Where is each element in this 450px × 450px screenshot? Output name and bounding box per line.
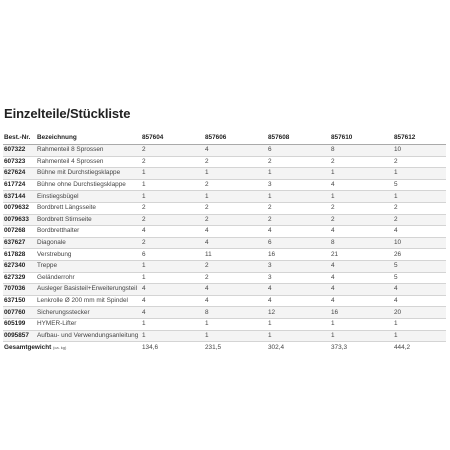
part-name-cell: Diagonale	[36, 237, 141, 249]
quantity-cell: 4	[267, 295, 330, 307]
quantity-cell: 11	[204, 249, 267, 261]
quantity-cell: 2	[141, 237, 204, 249]
quantity-cell: 2	[141, 202, 204, 214]
quantity-cell: 2	[141, 145, 204, 157]
total-weight-label-cell	[3, 342, 141, 355]
quantity-cell: 12	[267, 307, 330, 319]
table-row	[3, 191, 446, 203]
quantity-cell: 1	[141, 179, 204, 191]
total-weight-cell: 302,4	[267, 342, 330, 355]
part-number-cell: 0079632	[3, 202, 36, 214]
quantity-cell: 4	[204, 237, 267, 249]
quantity-cell: 1	[141, 318, 204, 330]
total-weight-cell: 373,3	[330, 342, 393, 355]
table-row	[3, 179, 446, 191]
part-number-cell: 0079633	[3, 214, 36, 226]
part-number-cell: 605199	[3, 318, 36, 330]
page-title: Einzelteile/Stückliste	[4, 106, 131, 121]
quantity-cell: 3	[267, 179, 330, 191]
quantity-cell: 8	[330, 145, 393, 157]
column-header: 857610	[330, 131, 393, 145]
table-row	[3, 307, 446, 319]
table-row	[3, 318, 446, 330]
total-weight-cell: 231,5	[204, 342, 267, 355]
quantity-cell: 1	[330, 330, 393, 342]
total-weight-cell: 444,2	[393, 342, 446, 355]
quantity-cell: 1	[330, 168, 393, 180]
part-name-cell: Verstrebung	[36, 249, 141, 261]
part-number-cell: 617724	[3, 179, 36, 191]
table-row	[3, 249, 446, 261]
column-header: 857612	[393, 131, 446, 145]
quantity-cell: 1	[141, 260, 204, 272]
part-number-cell: 617828	[3, 249, 36, 261]
quantity-cell: 4	[141, 226, 204, 238]
part-name-cell: Treppe	[36, 260, 141, 272]
quantity-cell: 1	[267, 191, 330, 203]
table-row	[3, 284, 446, 296]
part-number-cell: 637627	[3, 237, 36, 249]
part-number-cell: 607323	[3, 156, 36, 168]
quantity-cell: 20	[393, 307, 446, 319]
quantity-cell: 2	[267, 156, 330, 168]
part-number-cell: 627624	[3, 168, 36, 180]
quantity-cell: 8	[204, 307, 267, 319]
table-row	[3, 168, 446, 180]
quantity-cell: 6	[141, 249, 204, 261]
quantity-cell: 4	[393, 226, 446, 238]
quantity-cell: 2	[330, 156, 393, 168]
part-number-cell: 0095857	[3, 330, 36, 342]
quantity-cell: 3	[267, 272, 330, 284]
quantity-cell: 4	[393, 284, 446, 296]
part-name-cell: Bordbrett Längsseite	[36, 202, 141, 214]
quantity-cell: 2	[393, 156, 446, 168]
quantity-cell: 4	[330, 260, 393, 272]
table-header-row	[3, 131, 446, 145]
quantity-cell: 2	[141, 156, 204, 168]
quantity-cell: 1	[393, 330, 446, 342]
part-number-cell: 637144	[3, 191, 36, 203]
quantity-cell: 4	[141, 284, 204, 296]
quantity-cell: 1	[204, 318, 267, 330]
column-header: 857606	[204, 131, 267, 145]
quantity-cell: 1	[141, 272, 204, 284]
quantity-cell: 4	[141, 295, 204, 307]
quantity-cell: 2	[204, 214, 267, 226]
column-header: 857608	[267, 131, 330, 145]
quantity-cell: 10	[393, 237, 446, 249]
quantity-cell: 5	[393, 272, 446, 284]
part-name-cell: Geländerrohr	[36, 272, 141, 284]
quantity-cell: 4	[204, 226, 267, 238]
part-name-cell: Bühne ohne Durchstiegsklappe	[36, 179, 141, 191]
quantity-cell: 2	[393, 214, 446, 226]
quantity-cell: 2	[267, 202, 330, 214]
quantity-cell: 1	[267, 318, 330, 330]
quantity-cell: 21	[330, 249, 393, 261]
quantity-cell: 4	[204, 145, 267, 157]
part-name-cell: Rahmenteil 4 Sprossen	[36, 156, 141, 168]
table-row	[3, 260, 446, 272]
column-header: Bezeichnung	[36, 131, 141, 145]
table-row	[3, 226, 446, 238]
quantity-cell: 4	[330, 272, 393, 284]
quantity-cell: 5	[393, 179, 446, 191]
part-name-cell: Sicherungsstecker	[36, 307, 141, 319]
quantity-cell: 1	[267, 330, 330, 342]
parts-table	[3, 131, 446, 354]
part-name-cell: Bordbretthalter	[36, 226, 141, 238]
quantity-cell: 1	[141, 330, 204, 342]
total-weight-row	[3, 342, 446, 355]
quantity-cell: 1	[141, 168, 204, 180]
quantity-cell: 2	[330, 214, 393, 226]
part-name-cell: Rahmenteil 8 Sprossen	[36, 145, 141, 157]
quantity-cell: 3	[267, 260, 330, 272]
table-row	[3, 214, 446, 226]
table-row	[3, 237, 446, 249]
column-header: Best.-Nr.	[3, 131, 36, 145]
quantity-cell: 1	[393, 318, 446, 330]
quantity-cell: 1	[330, 318, 393, 330]
quantity-cell: 1	[330, 191, 393, 203]
quantity-cell: 4	[204, 295, 267, 307]
quantity-cell: 1	[393, 168, 446, 180]
part-name-cell: Bühne mit Durchstiegsklappe	[36, 168, 141, 180]
table-row	[3, 202, 446, 214]
part-name-cell: Einstiegsbügel	[36, 191, 141, 203]
part-number-cell: 007268	[3, 226, 36, 238]
part-number-cell: 627340	[3, 260, 36, 272]
part-number-cell: 007760	[3, 307, 36, 319]
total-weight-label: Gesamtgewicht	[4, 344, 52, 352]
table-row	[3, 330, 446, 342]
quantity-cell: 4	[267, 284, 330, 296]
part-name-cell: HYMER-Lifter	[36, 318, 141, 330]
table-row	[3, 295, 446, 307]
part-number-cell: 637150	[3, 295, 36, 307]
quantity-cell: 2	[204, 272, 267, 284]
table-row	[3, 145, 446, 157]
quantity-cell: 5	[393, 260, 446, 272]
part-name-cell: Aufbau- und Verwendungsanleitung	[36, 330, 141, 342]
total-weight-cell: 134,6	[141, 342, 204, 355]
total-weight-unit: (ca. kg)	[53, 345, 67, 351]
part-number-cell: 707036	[3, 284, 36, 296]
quantity-cell: 1	[141, 191, 204, 203]
table-body	[3, 145, 446, 342]
quantity-cell: 2	[267, 214, 330, 226]
table-row	[3, 272, 446, 284]
quantity-cell: 2	[204, 202, 267, 214]
quantity-cell: 2	[141, 214, 204, 226]
quantity-cell: 1	[267, 168, 330, 180]
quantity-cell: 4	[330, 284, 393, 296]
quantity-cell: 6	[267, 145, 330, 157]
quantity-cell: 2	[204, 260, 267, 272]
quantity-cell: 2	[204, 156, 267, 168]
part-name-cell: Bordbrett Stirnseite	[36, 214, 141, 226]
part-number-cell: 627329	[3, 272, 36, 284]
quantity-cell: 1	[204, 330, 267, 342]
quantity-cell: 2	[330, 202, 393, 214]
quantity-cell: 4	[330, 179, 393, 191]
column-header: 857604	[141, 131, 204, 145]
quantity-cell: 26	[393, 249, 446, 261]
quantity-cell: 4	[141, 307, 204, 319]
quantity-cell: 4	[330, 295, 393, 307]
quantity-cell: 4	[267, 226, 330, 238]
quantity-cell: 16	[330, 307, 393, 319]
quantity-cell: 16	[267, 249, 330, 261]
part-number-cell: 607322	[3, 145, 36, 157]
quantity-cell: 2	[393, 202, 446, 214]
quantity-cell: 1	[204, 191, 267, 203]
quantity-cell: 4	[393, 295, 446, 307]
quantity-cell: 2	[204, 179, 267, 191]
quantity-cell: 1	[204, 168, 267, 180]
quantity-cell: 4	[204, 284, 267, 296]
table-row	[3, 156, 446, 168]
part-name-cell: Ausleger Basisteil+Erweiterungsteil	[36, 284, 141, 296]
quantity-cell: 1	[393, 191, 446, 203]
part-name-cell: Lenkrolle Ø 200 mm mit Spindel	[36, 295, 141, 307]
quantity-cell: 4	[330, 226, 393, 238]
quantity-cell: 8	[330, 237, 393, 249]
quantity-cell: 10	[393, 145, 446, 157]
quantity-cell: 6	[267, 237, 330, 249]
